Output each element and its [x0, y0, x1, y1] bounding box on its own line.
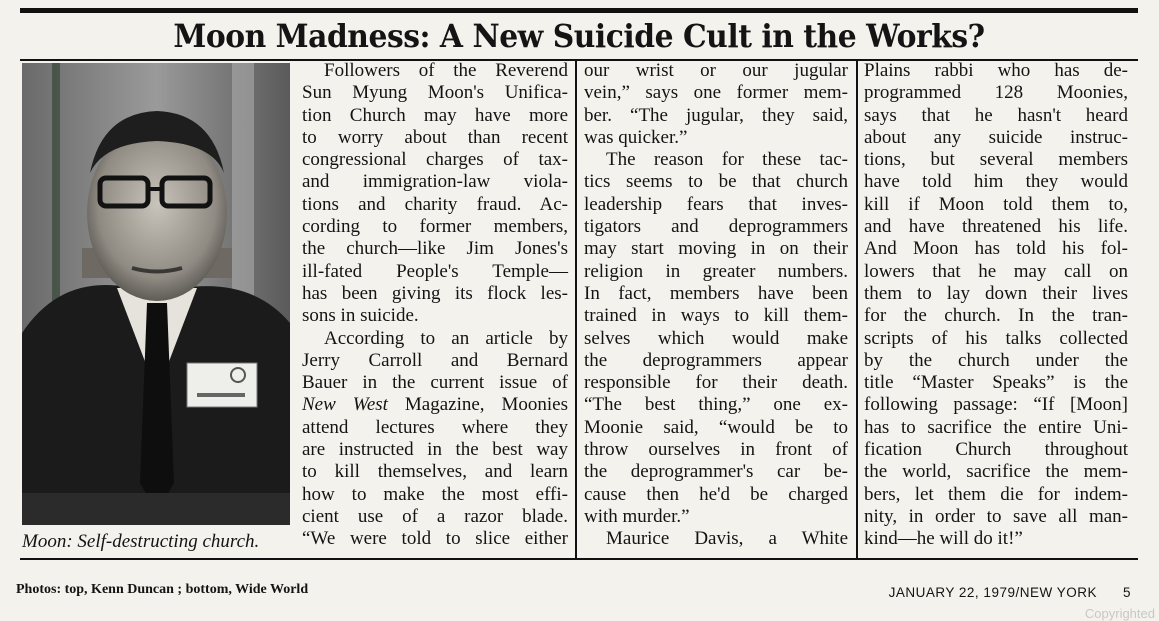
column-rule — [575, 61, 577, 558]
text-line: and immigration-law viola- — [302, 171, 568, 193]
text-line: Moonie said, “would be to — [584, 416, 848, 438]
text-line: tions, but several members — [864, 149, 1128, 171]
text-line: Jerry Carroll and Bernard — [302, 349, 568, 371]
text-line: nity, in order to save all man- — [864, 505, 1128, 527]
text-line: the deprogrammers appear — [584, 349, 848, 371]
text-line: title “Master Speaks” is the — [864, 372, 1128, 394]
bottom-rule — [20, 558, 1138, 560]
text-line: ill-fated People's Temple— — [302, 260, 568, 282]
folio — [889, 585, 1131, 600]
text-line: selves which would make — [584, 327, 848, 349]
text-line: kill if Moon told them to, — [864, 193, 1128, 215]
text-line: the world, sacrifice the mem- — [864, 461, 1128, 483]
cut-off-text-strip — [20, 0, 1138, 4]
magazine-title: New West — [302, 394, 388, 416]
text-line: And Moon has told his fol- — [864, 238, 1128, 260]
text-line: Sun Myung Moon's Unifica- — [302, 82, 568, 104]
headline: Moon Madness: A New Suicide Cult in the Works? — [173, 17, 985, 55]
text-line: has to sacrifice the entire Uni- — [864, 416, 1128, 438]
photo-caption: Moon: Self-destructing church. — [22, 531, 260, 552]
text-line: have told him they would — [864, 171, 1128, 193]
text-line: congressional charges of tax- — [302, 149, 568, 171]
text-line: are instructed in the best way — [302, 439, 568, 461]
text-line: leadership fears that inves- — [584, 193, 848, 215]
text-line: bers, let them die for indem- — [864, 483, 1128, 505]
text-line: scripts of his talks collected — [864, 327, 1128, 349]
text-line: the church—like Jim Jones's — [302, 238, 568, 260]
text-line: with murder.” — [584, 505, 690, 527]
issue-date: JANUARY 22, 1979/NEW YORK — [888, 585, 1097, 600]
text-line: fication Church throughout — [864, 439, 1128, 461]
text-line: was quicker.” — [584, 126, 688, 148]
text-line: may start moving in on their — [584, 238, 848, 260]
text-line: how to make the most effi- — [302, 483, 568, 505]
text-line: programmed 128 Moonies, — [864, 82, 1128, 104]
text-line: trained in ways to kill them- — [584, 305, 848, 327]
text-line: to kill themselves, and learn — [302, 461, 568, 483]
portrait-photo — [22, 63, 290, 525]
column-rule — [856, 61, 858, 558]
text-line: tions and charity fraud. Ac- — [302, 193, 568, 215]
text-line: responsible for their death. — [584, 372, 848, 394]
text-line-italic-start: New West Magazine, Moonies — [302, 394, 569, 416]
text-line: Bauer in the current issue of — [302, 372, 568, 394]
text-line: following passage: “If [Moon] — [864, 394, 1128, 416]
text-line: says that he hasn't heard — [864, 104, 1128, 126]
text-line: ber. “The jugular, they said, — [584, 104, 848, 126]
text-line: throw ourselves in front of — [584, 439, 848, 461]
text-line: about any suicide instruc- — [864, 126, 1128, 148]
text-line: by the church under the — [864, 349, 1128, 371]
text-line: attend lectures where they — [302, 416, 568, 438]
text-line: religion in greater numbers. — [584, 260, 848, 282]
text-line: tigators and deprogrammers — [584, 216, 848, 238]
text-line: The reason for these tac- — [606, 149, 848, 171]
text-line: tics seems to be that church — [584, 171, 848, 193]
text-line: them to lay down their lives — [864, 282, 1128, 304]
text-line: to worry about than recent — [302, 126, 568, 148]
text-line: vein,” says one former mem- — [584, 82, 848, 104]
text-line: cause then he'd be charged — [584, 483, 848, 505]
text-line: has been giving its flock les- — [302, 282, 568, 304]
article-column-2 — [584, 60, 848, 551]
text-line: and have threatened his life. — [864, 216, 1128, 238]
text-line: cient use of a razor blade. — [302, 505, 568, 527]
text-line: cording to former members, — [302, 216, 568, 238]
text-line: Maurice Davis, a White — [606, 528, 848, 550]
text-line: “The best thing,” one ex- — [584, 394, 848, 416]
article-column-1 — [302, 60, 568, 551]
text-line: sons in suicide. — [302, 305, 419, 327]
text-line: Plains rabbi who has de- — [864, 60, 1128, 81]
text-line: lowers that he may call on — [864, 260, 1128, 282]
text-line: kind—he will do it!” — [864, 528, 1023, 550]
article-column-3 — [864, 60, 1128, 551]
text-line: “We were told to slice either — [302, 528, 568, 550]
page-number: 5 — [1122, 585, 1131, 600]
text-line: our wrist or our jugular — [584, 60, 848, 81]
text-line: Followers of the Reverend — [324, 60, 568, 81]
text-line: for the church. In the tran- — [864, 305, 1128, 327]
text-line: According to an article by — [324, 327, 568, 349]
text-line: the deprogrammer's car be- — [584, 461, 848, 483]
text-line: tion Church may have more — [302, 104, 568, 126]
photo-credit: Photos: top, Kenn Duncan ; bottom, Wide World — [16, 582, 309, 597]
text-line: In fact, members have been — [584, 282, 848, 304]
copyright-watermark: Copyrighted — [1084, 606, 1155, 621]
